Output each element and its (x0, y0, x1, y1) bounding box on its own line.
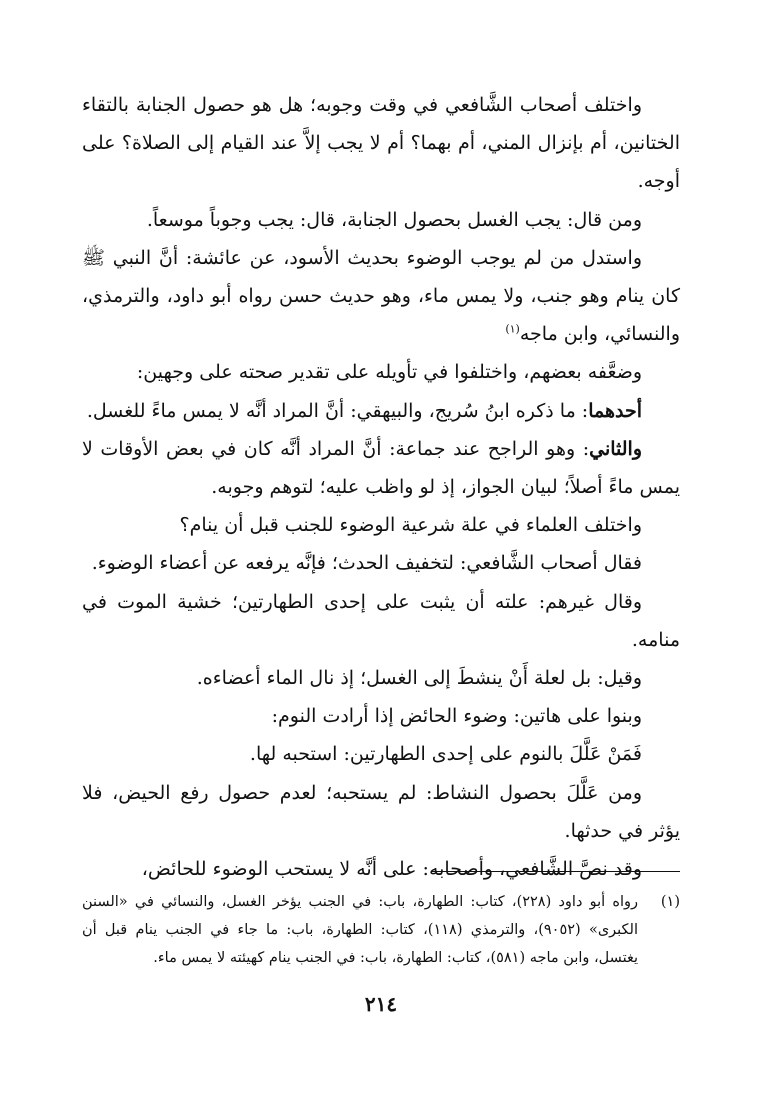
paragraph-lead: أحدهما (588, 399, 642, 422)
paragraph (82, 544, 680, 582)
paragraph-text: وقال غيرهم: علته أن يثبت على إحدى الطهارتين؛ خشية الموت في منامه. (82, 590, 680, 651)
paragraph-text: ومن عَلَّلَ بحصول النشاط: لم يستحبه؛ لعدم حصول رفع الحيض، فلا يؤثر في حدثها. (82, 781, 680, 842)
footnote (82, 888, 680, 972)
paragraph-text: واختلف العلماء في علة شرعية الوضوء للجنب قبل أن ينام؟ (179, 514, 642, 537)
footnotes (82, 888, 680, 972)
paragraph-text: فَمَنْ عَلَّلَ بالنوم على إحدى الطهارتين: استحبه لها. (249, 743, 642, 766)
footnote-divider (432, 871, 680, 872)
paragraph-text: واستدل من لم يوجب الوضوء بحديث الأسود، عن عائشة: أنَّ النبي ﷺ كان ينام وهو جنب، ولا يمس ماء، وهو حديث حسن رواه أبو داود، والترمذي، والنسائي، وابن ماجه (82, 246, 680, 346)
page-number: ٢١٤ (364, 992, 398, 1016)
paragraph (82, 506, 680, 544)
paragraph-lead: والثاني (589, 437, 642, 460)
paragraph-text: واختلف أصحاب الشَّافعي في وقت وجوبه؛ هل هو حصول الجنابة بالتقاء الختانين، أم بإنزال المني، أم بهما؟ أم لا يجب إلاَّ عند القيام إلى الصلاة؟ على أوجه. (82, 94, 680, 193)
paragraph-text: وبنوا على هاتين: وضوء الحائض إذا أرادت النوم: (271, 705, 642, 728)
paragraph (82, 353, 680, 391)
paragraph (82, 239, 680, 354)
paragraph-text: : ما ذكره ابنُ سُريج، والبيهقي: أنَّ المراد أنَّه لا يمس ماءً للغسل. (86, 399, 589, 422)
paragraph-text: فقال أصحاب الشَّافعي: لتخفيف الحدث؛ فإنَّه يرفعه عن أعضاء الوضوء. (91, 552, 642, 575)
paragraph-text: ومن قال: يجب الغسل بحصول الجنابة، قال: يجب وجوباً موسعاً. (146, 208, 642, 231)
paragraph (82, 850, 680, 888)
paragraph (82, 430, 680, 506)
paragraph (82, 201, 680, 239)
main-text (82, 86, 680, 888)
paragraph-text: وقد نصَّ الشَّافعي، وأصحابه: على أنَّه لا يستحب الوضوء للحائض، (141, 858, 642, 881)
footnote-text: رواه أبو داود (٢٢٨)، كتاب: الطهارة، باب: في الجنب يؤخر الغسل، والنسائي في «السنن الكبرى» (٩٠٥٢)، والترمذي (١١٨)، كتاب: الطهارة، باب: ما جاء في الجنب ينام قبل أن يغتسل، وابن ماجه (٥٨١)، كتاب: الطهارة، باب: في الجنب ينام كهيئته لا يمس ماء. (82, 894, 638, 966)
paragraph-text: وضعَّفه بعضهم، واختلفوا في تأويله على تقدير صحته على وجهين: (136, 361, 642, 384)
paragraph (82, 392, 680, 430)
footnote-ref: (١) (505, 322, 520, 336)
paragraph-text: وقيل: بل لعلة أَنْ ينشطَ إلى الغسل؛ إذ نال الماء أعضاءه. (196, 667, 642, 690)
footnote-number: (١) (660, 894, 680, 910)
paragraph (82, 659, 680, 697)
paragraph-text: : وهو الراجح عند جماعة: أنَّ المراد أنَّه كان في بعض الأوقات لا يمس ماءً أصلاً؛ لبيان الجواز، إذ لو واظب عليه؛ لتوهم وجوبه. (82, 437, 680, 499)
paragraph (82, 735, 680, 773)
paragraph (82, 697, 680, 735)
paragraph (82, 774, 680, 850)
paragraph (82, 86, 680, 201)
paragraph (82, 583, 680, 659)
